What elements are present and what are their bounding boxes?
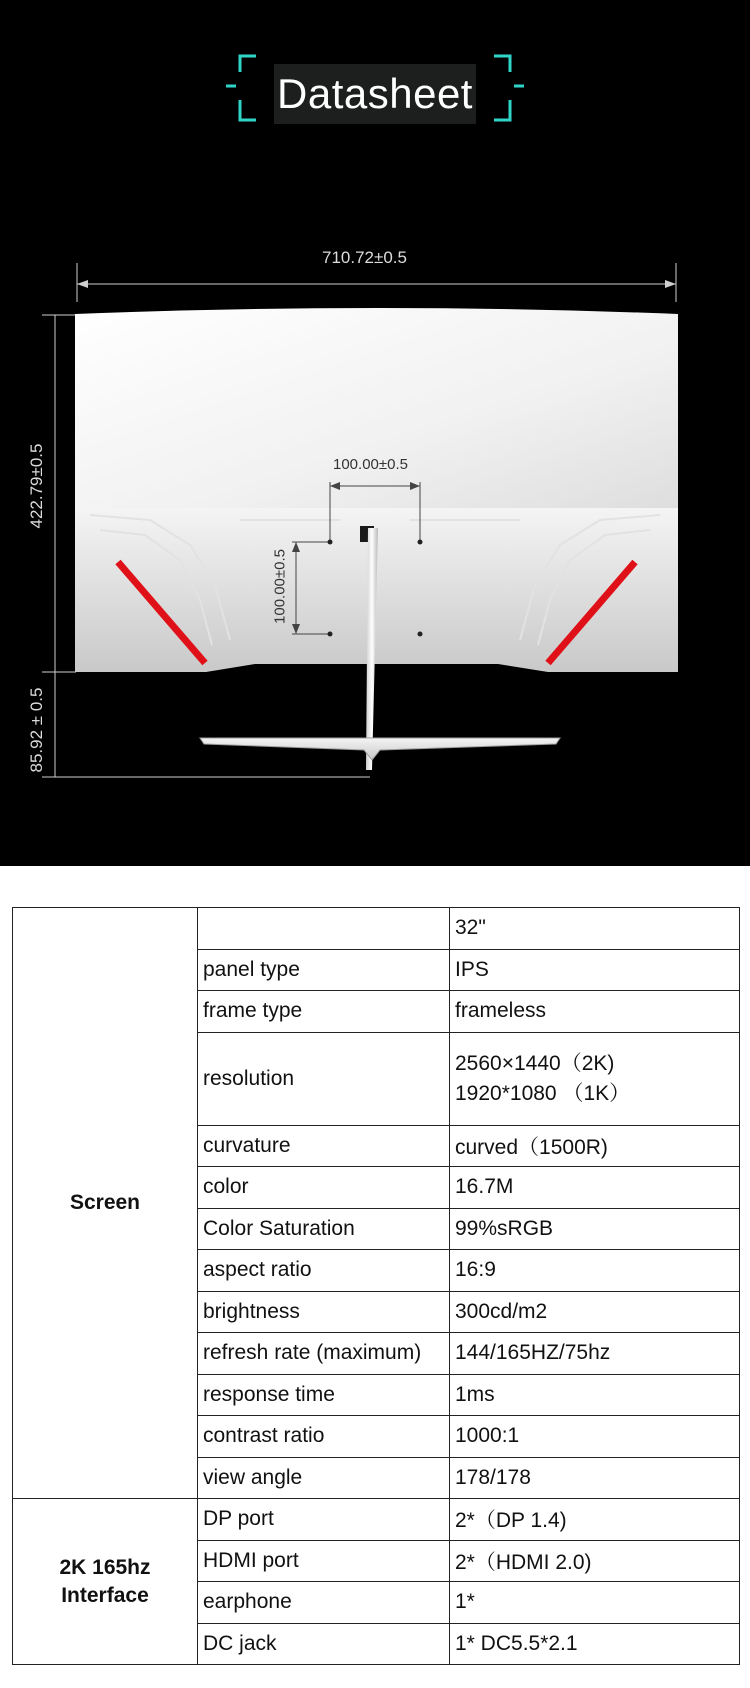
spec-value: 1* bbox=[450, 1582, 740, 1624]
spec-label: view angle bbox=[198, 1457, 450, 1499]
stand-height-dimension-label: 85.92 ± 0.5 bbox=[27, 687, 46, 773]
page-title: Datasheet bbox=[277, 70, 473, 117]
spec-label: panel type bbox=[198, 949, 450, 991]
group-screen: Screen bbox=[13, 908, 198, 1499]
spec-label: HDMI port bbox=[198, 1540, 450, 1582]
spec-value: IPS bbox=[450, 949, 740, 991]
width-dimension-label: 710.72±0.5 bbox=[322, 248, 407, 267]
spec-label: earphone bbox=[198, 1582, 450, 1624]
spec-value: frameless bbox=[450, 991, 740, 1033]
spec-value: 2*（DP 1.4) bbox=[450, 1499, 740, 1541]
spec-value: 99%sRGB bbox=[450, 1208, 740, 1250]
spec-label: Color Saturation bbox=[198, 1208, 450, 1250]
spec-label: aspect ratio bbox=[198, 1250, 450, 1292]
vesa-horizontal-label: 100.00±0.5 bbox=[333, 456, 408, 473]
monitor-screen bbox=[75, 308, 678, 508]
height-dimension-label: 422.79±0.5 bbox=[27, 443, 46, 529]
spec-label: brightness bbox=[198, 1291, 450, 1333]
spec-label: frame type bbox=[198, 991, 450, 1033]
spec-label: curvature bbox=[198, 1125, 450, 1167]
spec-value: 16.7M bbox=[450, 1167, 740, 1209]
spec-value-line: 1920*1080 （1K） bbox=[455, 1081, 631, 1105]
table-row bbox=[13, 1499, 740, 1541]
width-dimension-line bbox=[77, 263, 676, 302]
spec-label: contrast ratio bbox=[198, 1416, 450, 1458]
spec-value: 16:9 bbox=[450, 1250, 740, 1292]
table-row bbox=[13, 908, 740, 950]
spec-value: 1000:1 bbox=[450, 1416, 740, 1458]
vesa-vertical-label: 100.00±0.5 bbox=[271, 549, 289, 624]
group-interface-line: Interface bbox=[61, 1583, 149, 1607]
spec-label: refresh rate (maximum) bbox=[198, 1333, 450, 1375]
group-interface bbox=[13, 1499, 198, 1665]
spec-value: 1ms bbox=[450, 1374, 740, 1416]
spec-value: 32" bbox=[450, 908, 740, 950]
spec-label: DC jack bbox=[198, 1623, 450, 1665]
spec-value: 178/178 bbox=[450, 1457, 740, 1499]
spec-value bbox=[450, 1032, 740, 1125]
spec-label: color bbox=[198, 1167, 450, 1209]
spec-value: 144/165HZ/75hz bbox=[450, 1333, 740, 1375]
spec-label: resolution bbox=[198, 1032, 450, 1125]
spec-label: DP port bbox=[198, 1499, 450, 1541]
spec-table bbox=[12, 907, 740, 1665]
spec-value: 1* DC5.5*2.1 bbox=[450, 1623, 740, 1665]
spec-label: response time bbox=[198, 1374, 450, 1416]
spec-value-line: 2560×1440（2K) bbox=[455, 1051, 615, 1075]
spec-value: curved（1500R) bbox=[450, 1125, 740, 1167]
spec-value: 2*（HDMI 2.0) bbox=[450, 1540, 740, 1582]
spec-value: 300cd/m2 bbox=[450, 1291, 740, 1333]
stand-base bbox=[200, 738, 560, 760]
spec-label bbox=[198, 908, 450, 950]
group-interface-line: 2K 165hz bbox=[59, 1555, 151, 1579]
